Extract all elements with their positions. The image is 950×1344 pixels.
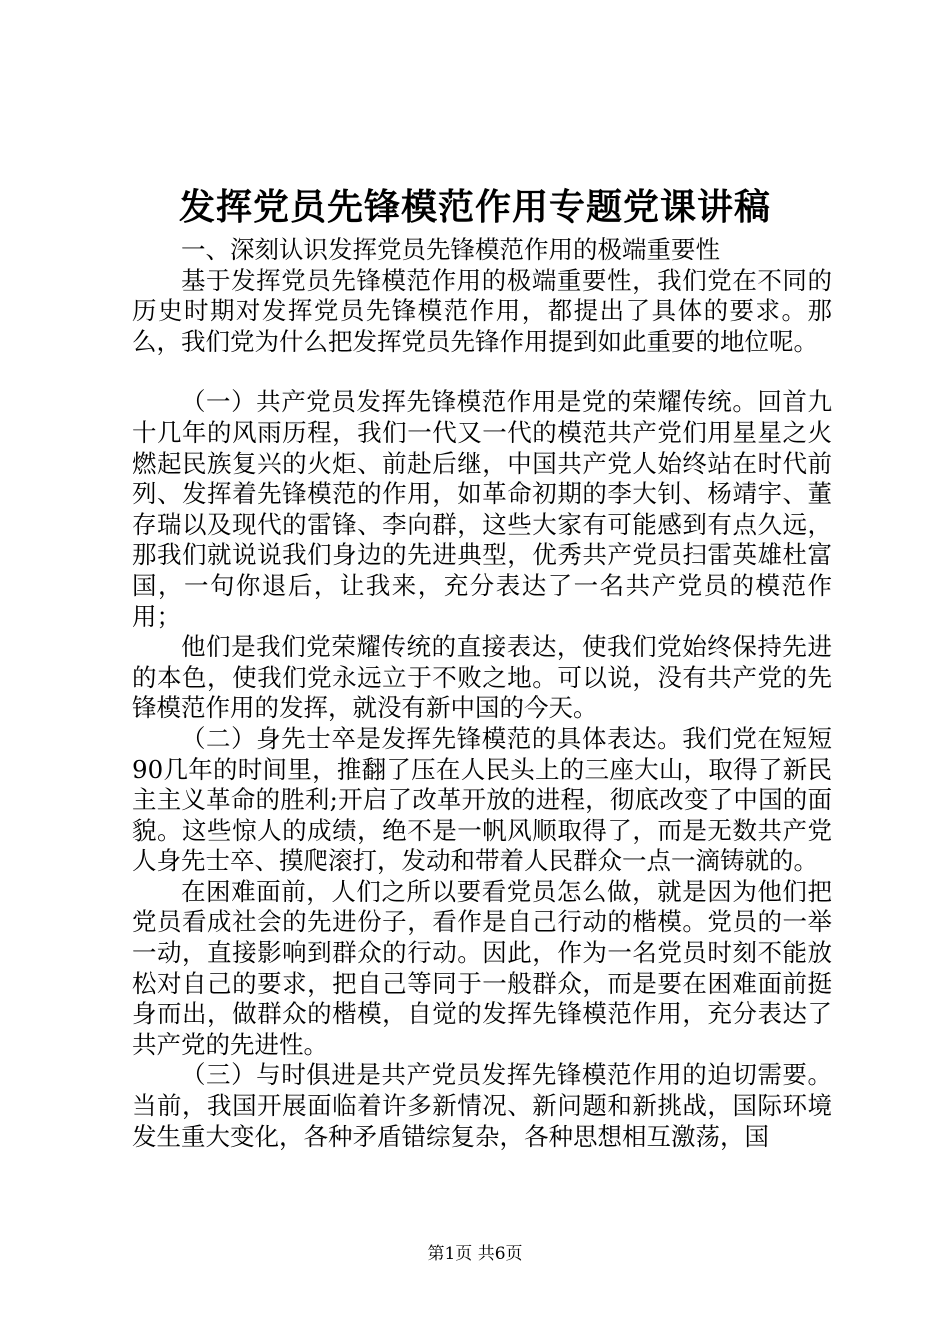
paragraph-intro: 基于发挥党员先锋模范作用的极端重要性，我们党在不同的历史时期对发挥党员先锋模范作用，都提出了具体的要求。那么，我们党为什么把发挥党员先锋作用提到如此重要的地位呢。 (132, 265, 832, 356)
paragraph-subsection-1: （一）共产党员发挥先锋模范作用是党的荣耀传统。回首九十几年的风雨历程，我们一代又一代的模范共产党们用星星之火燃起民族复兴的火炬、前赴后继，中国共产党人始终站在时代前列、发挥着先锋模范的作用，如革命初期的李大钊、杨靖宇、董存瑞以及现代的雷锋、李向群，这些大家有可能感到有点久远，那我们就说说我们身边的先进典型，优秀共产党员扫雷英雄杜富国，一句你退后，让我来，充分表达了一名共产党员的模范作用； (132, 387, 832, 631)
paragraph-subsection-3: （三）与时俱进是共产党员发挥先锋模范作用的迫切需要。当前，我国开展面临着许多新情况、新问题和新挑战，国际环境发生重大变化，各种矛盾错综复杂，各种思想相互激荡，国 (132, 1060, 832, 1151)
paragraph-subsection-2: （二）身先士卒是发挥先锋模范的具体表达。我们党在短短90几年的时间里，推翻了压在人民头上的三座大山，取得了新民主主义革命的胜利;开启了改革开放的进程，彻底改变了中国的面貌。这些惊人的成绩，绝不是一帆风顺取得了，而是无数共产党人身先士卒、摸爬滚打，发动和带着人民群众一点一滴铸就的。 (132, 723, 832, 876)
paragraph-body-1: 他们是我们党荣耀传统的直接表达，使我们党始终保持先进的本色，使我们党永远立于不败之地。可以说，没有共产党的先锋模范作用的发挥，就没有新中国的今天。 (132, 632, 832, 723)
paragraph-body-2: 在困难面前，人们之所以要看党员怎么做，就是因为他们把党员看成社会的先进份子，看作是自己行动的楷模。党员的一举一动，直接影响到群众的行动。因此，作为一名党员时刻不能放松对自己的要求，把自己等同于一般群众，而是要在困难面前挺身而出，做群众的楷模，自觉的发挥先锋模范作用，充分表达了共产党的先进性。 (132, 876, 832, 1059)
page-indicator: 第1页 共6页 (427, 1244, 523, 1264)
section-heading-1: 一、深刻认识发挥党员先锋模范作用的极端重要性 (181, 235, 720, 264)
document-body (132, 235, 832, 1152)
document-title: 发挥党员先锋模范作用专题党课讲稿 (178, 186, 771, 228)
